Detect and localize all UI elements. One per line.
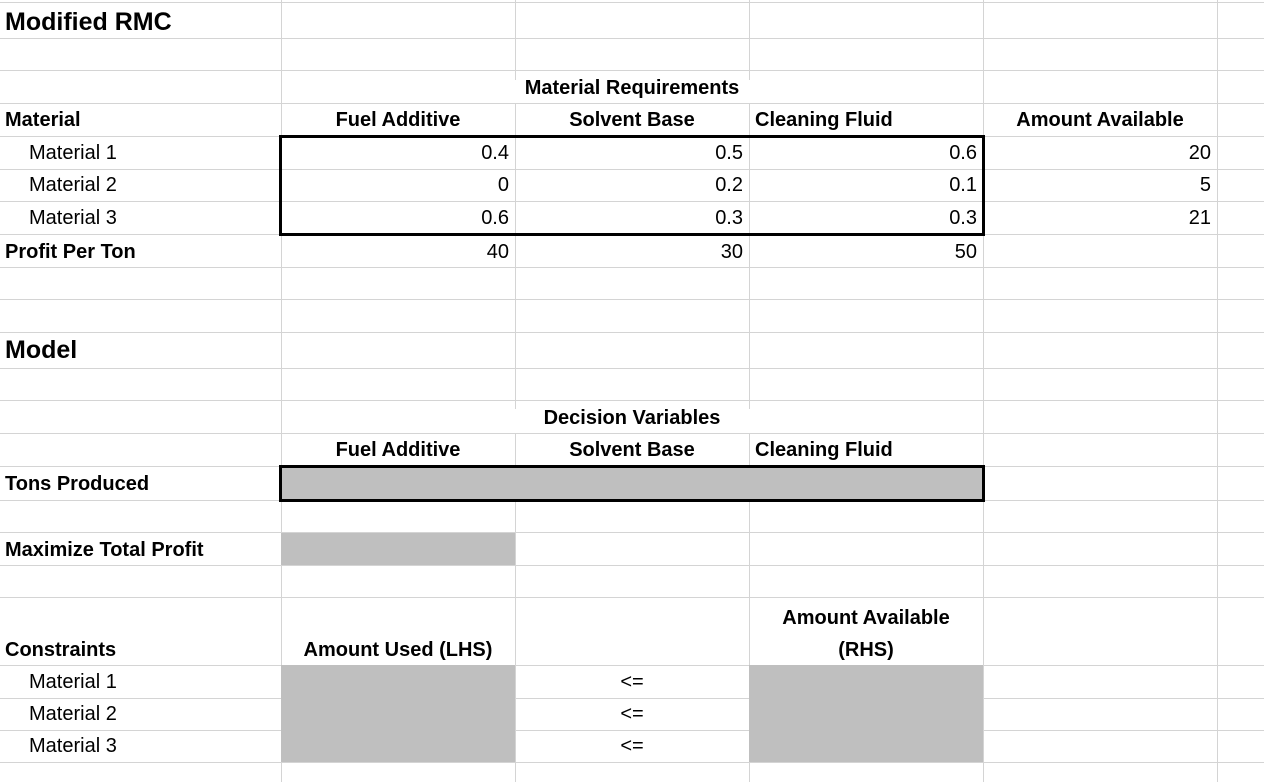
profit-solvent-base[interactable]: 30	[720, 241, 743, 263]
solvent-base-header: Solvent Base	[569, 109, 695, 131]
profit-fuel-additive[interactable]: 40	[486, 241, 509, 263]
constraint-material-1-label: Material 1	[29, 671, 117, 693]
sheet-title: Modified RMC	[5, 8, 172, 36]
material-2-solvent-base[interactable]: 0.2	[715, 174, 743, 196]
maximize-total-profit-label: Maximize Total Profit	[5, 539, 204, 561]
material-1-fuel-additive[interactable]: 0.4	[481, 142, 509, 164]
material-1-available[interactable]: 20	[1188, 142, 1211, 164]
material-2-available[interactable]: 5	[1199, 174, 1211, 196]
material-1-solvent-base[interactable]: 0.5	[715, 142, 743, 164]
model-fuel-additive-header: Fuel Additive	[335, 439, 461, 461]
material-2-fuel-additive[interactable]: 0	[497, 174, 509, 196]
decision-variables-header: Decision Variables	[543, 407, 721, 429]
material-column-header: Material	[5, 109, 81, 131]
model-solvent-base-header: Solvent Base	[569, 439, 695, 461]
constraints-label: Constraints	[5, 639, 117, 661]
tons-produced-label: Tons Produced	[5, 473, 150, 495]
model-title: Model	[5, 336, 78, 364]
profit-cleaning-fluid[interactable]: 50	[954, 241, 977, 263]
total-profit-cell[interactable]	[281, 533, 515, 565]
material-1-label: Material 1	[29, 142, 117, 164]
fuel-additive-header: Fuel Additive	[335, 109, 461, 131]
rhs-cells[interactable]	[749, 665, 983, 762]
amount-available-rhs-header-line1: Amount Available	[782, 607, 950, 629]
material-3-available[interactable]: 21	[1188, 207, 1211, 229]
constraint-material-2-operator: <=	[620, 703, 644, 725]
material-2-label: Material 2	[29, 174, 117, 196]
constraint-material-2-label: Material 2	[29, 703, 117, 725]
material-requirements-header: Material Requirements	[524, 77, 740, 99]
material-2-cleaning-fluid[interactable]: 0.1	[949, 174, 977, 196]
tons-produced-border	[279, 465, 985, 502]
lhs-cells[interactable]	[281, 665, 515, 762]
constraint-material-1-operator: <=	[620, 671, 644, 693]
material-3-cleaning-fluid[interactable]: 0.3	[949, 207, 977, 229]
constraint-material-3-operator: <=	[620, 735, 644, 757]
material-3-label: Material 3	[29, 207, 117, 229]
amount-available-header: Amount Available	[1016, 109, 1184, 131]
cleaning-fluid-header: Cleaning Fluid	[755, 109, 893, 131]
constraint-material-3-label: Material 3	[29, 735, 117, 757]
material-3-fuel-additive[interactable]: 0.6	[481, 207, 509, 229]
amount-used-lhs-header: Amount Used (LHS)	[303, 639, 493, 661]
profit-per-ton-label: Profit Per Ton	[5, 241, 136, 263]
amount-available-rhs-header-line2: (RHS)	[838, 639, 894, 661]
material-3-solvent-base[interactable]: 0.3	[715, 207, 743, 229]
model-cleaning-fluid-header: Cleaning Fluid	[755, 439, 893, 461]
material-1-cleaning-fluid[interactable]: 0.6	[949, 142, 977, 164]
